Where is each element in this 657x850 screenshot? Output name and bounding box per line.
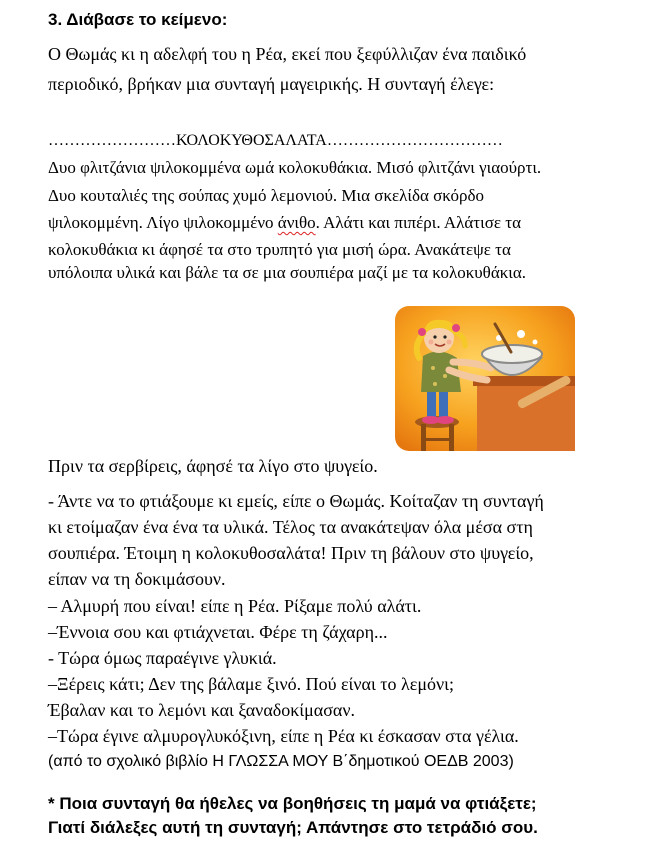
question-line-2: Γιατί διάλεξες αυτή τη συνταγή; Απάντησε στο τετράδιό σου. xyxy=(48,818,538,837)
story-line-5: – Αλμυρή που είναι! είπε η Ρέα. Ρίξαμε πολύ αλάτι. xyxy=(48,596,422,616)
recipe-line-4: κολοκυθάκια κι άφησέ τα στο τρυπητό για μισή ώρα. Ανακάτεψε τα xyxy=(48,240,511,259)
intro-line-1: Ο Θωμάς κι η αδελφή του η Ρέα, εκεί που ξεφύλλιζαν ένα παιδικό xyxy=(48,44,527,64)
story-line-3: σουπιέρα. Έτοιμη η κολοκυθοσαλάτα! Πριν τη βάλουν στο ψυγείο, xyxy=(48,543,534,563)
recipe-line-3-end: . Αλάτι και πιπέρι. Αλάτισε τα xyxy=(315,213,522,232)
recipe-line-1: Δυο φλιτζάνια ψιλοκομμένα ωμά κολοκυθάκια. Μισό φλιτζάνι γιαούρτι. xyxy=(48,158,542,177)
source-citation: (από το σχολικό βιβλίο Η ΓΛΩΣΣΑ ΜΟΥ Β΄δημοτικού ΟΕΔΒ 2003) xyxy=(48,753,514,770)
story-line-1: - Άντε να το φτιάξουμε κι εμείς, είπε ο Θωμάς. Κοίταζαν τη συνταγή xyxy=(48,491,544,511)
recipe-line-2: Δυο κουταλιές της σούπας χυμό λεμονιού. Μια σκελίδα σκόρδο xyxy=(48,186,484,205)
question-line-1: * Ποια συνταγή θα ήθελες να βοηθήσεις τη μαμά να φτιάξετε; xyxy=(48,794,537,813)
recipe-title: ……………………ΚΟΛΟΚΥΘΟΣΑΛΑΤΑ…………………………… xyxy=(48,132,503,149)
recipe-line-3-start: ψιλοκομμένη. Λίγο ψιλοκομμένο xyxy=(48,213,278,232)
story-line-10: –Τώρα έγινε αλμυρογλυκόξινη, είπε η Ρέα κι έσκασαν στα γέλια. xyxy=(48,726,519,746)
story-line-8: –Ξέρεις κάτι; Δεν της βάλαμε ξινό. Πού είναι το λεμόνι; xyxy=(48,674,454,694)
story-line-9: Έβαλαν και το λεμόνι και ξαναδοκίμασαν. xyxy=(48,700,356,720)
story-line-7: - Τώρα όμως παραέγινε γλυκιά. xyxy=(48,648,277,668)
intro-line-2: περιοδικό, βρήκαν μια συνταγή μαγειρικής. Η συνταγή έλεγε: xyxy=(48,74,495,94)
exercise-heading: 3. Διάβασε το κείμενο: xyxy=(48,10,228,29)
spellcheck-word: άνιθο xyxy=(277,213,316,232)
recipe-line-3 xyxy=(48,213,521,233)
girl-cooking-illustration xyxy=(395,306,575,451)
serving-note: Πριν τα σερβίρεις, άφησέ τα λίγο στο ψυγείο. xyxy=(48,456,378,476)
recipe-line-5: υπόλοιπα υλικά και βάλε τα σε μια σουπιέρα μαζί με τα κολοκυθάκια. xyxy=(48,263,527,282)
story-line-4: είπαν να τη δοκιμάσουν. xyxy=(48,569,226,589)
story-line-2: κι ετοίμαζαν ένα ένα τα υλικά. Τέλος τα ανακάτεψαν όλα μέσα στη xyxy=(48,517,533,537)
story-line-6: –Έννοια σου και φτιάχνεται. Φέρε τη ζάχαρη... xyxy=(48,622,388,642)
